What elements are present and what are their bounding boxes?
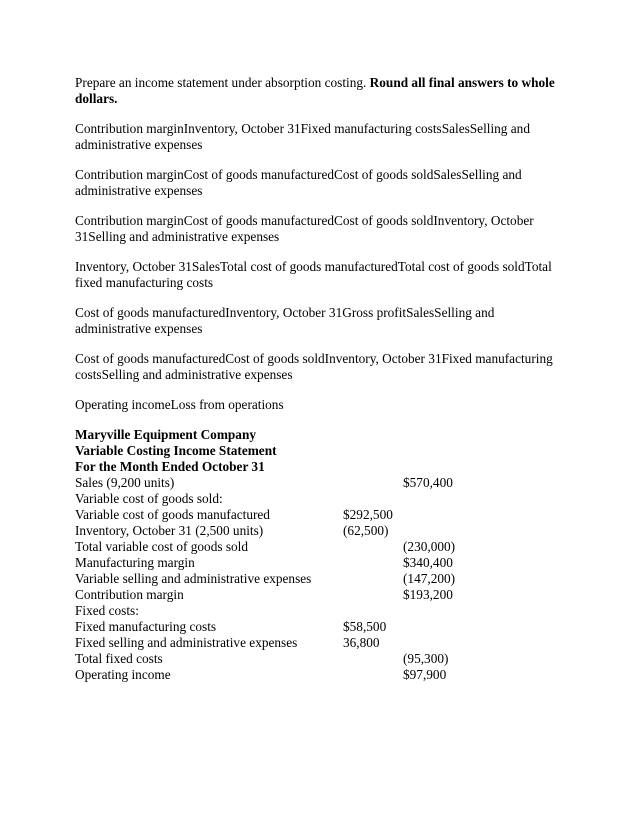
- option-line-7: Operating incomeLoss from operations: [75, 397, 284, 412]
- row-amount-inner: [343, 667, 403, 683]
- row-amount-inner: 36,800: [343, 635, 380, 650]
- statement-row: [75, 635, 565, 651]
- statement-row: [75, 587, 565, 603]
- option-line-5: Cost of goods manufacturedInventory, October 31Gross profitSalesSelling and administrative expenses: [75, 305, 495, 336]
- row-amount-inner: [343, 555, 403, 571]
- statement-row: [75, 667, 565, 683]
- income-statement: [75, 427, 565, 683]
- statement-row: [75, 555, 565, 571]
- row-label: Fixed manufacturing costs: [75, 619, 217, 634]
- row-amount-inner: [343, 587, 403, 603]
- row-label: Fixed costs:: [75, 603, 139, 618]
- row-label: Sales (9,200 units): [75, 475, 175, 490]
- row-amount-inner: [343, 651, 403, 667]
- row-amount-outer: $193,200: [403, 587, 453, 602]
- statement-row: [75, 523, 565, 539]
- row-amount-inner: [343, 491, 403, 507]
- row-amount-outer: [403, 619, 483, 635]
- row-amount-outer: [403, 635, 483, 651]
- statement-row: [75, 539, 565, 555]
- option-line-6: Cost of goods manufacturedCost of goods soldInventory, October 31Fixed manufacturing costsSelling and administrative expenses: [75, 351, 553, 382]
- row-amount-outer: $97,900: [403, 667, 447, 682]
- statement-row: [75, 491, 565, 507]
- row-label: Variable cost of goods manufactured: [75, 507, 270, 522]
- row-amount-outer: (230,000): [403, 539, 456, 554]
- instruction-bold-text: Round all final answers to whole dollars.: [75, 75, 555, 106]
- row-label: Variable selling and administrative expenses: [75, 571, 312, 586]
- row-label: Fixed selling and administrative expenses: [75, 635, 298, 650]
- row-amount-inner: [343, 571, 403, 587]
- row-label: Manufacturing margin: [75, 555, 195, 570]
- document-page: [75, 75, 565, 683]
- statement-row: [75, 619, 565, 635]
- row-amount-inner: [343, 603, 403, 619]
- row-amount-inner: [343, 475, 403, 491]
- statement-row: [75, 603, 565, 619]
- row-amount-outer: [403, 523, 483, 539]
- row-amount-inner: $58,500: [343, 619, 387, 634]
- statement-period: For the Month Ended October 31: [75, 459, 265, 474]
- row-amount-outer: [403, 507, 483, 523]
- option-line-2: Contribution marginCost of goods manufacturedCost of goods soldSalesSelling and administrative expenses: [75, 167, 522, 198]
- statement-title: Variable Costing Income Statement: [75, 443, 277, 458]
- row-label: Inventory, October 31 (2,500 units): [75, 523, 264, 538]
- instruction-paragraph: [75, 75, 565, 107]
- statement-row: [75, 651, 565, 667]
- statement-row: [75, 507, 565, 523]
- option-line-1: Contribution marginInventory, October 31Fixed manufacturing costsSalesSelling and administrative expenses: [75, 121, 530, 152]
- row-amount-outer: [403, 603, 483, 619]
- statement-row: [75, 571, 565, 587]
- row-amount-outer: [403, 491, 483, 507]
- option-line-3: Contribution marginCost of goods manufacturedCost of goods soldInventory, October 31Selling and administrative expenses: [75, 213, 534, 244]
- row-amount-outer: $570,400: [403, 475, 453, 490]
- row-label: Total variable cost of goods sold: [75, 539, 249, 554]
- option-line-4: Inventory, October 31SalesTotal cost of goods manufacturedTotal cost of goods soldTotal fixed manufacturing costs: [75, 259, 552, 290]
- row-amount-outer: $340,400: [403, 555, 453, 570]
- statement-company: Maryville Equipment Company: [75, 427, 256, 442]
- row-amount-inner: [343, 539, 403, 555]
- instruction-text: Prepare an income statement under absorption costing.: [75, 75, 370, 90]
- statement-row: [75, 475, 565, 491]
- row-label: Variable cost of goods sold:: [75, 491, 223, 506]
- row-label: Total fixed costs: [75, 651, 163, 666]
- row-amount-inner: (62,500): [343, 523, 389, 538]
- row-amount-outer: (95,300): [403, 651, 449, 666]
- row-label: Contribution margin: [75, 587, 184, 602]
- row-amount-inner: $292,500: [343, 507, 393, 522]
- row-amount-outer: (147,200): [403, 571, 456, 586]
- row-label: Operating income: [75, 667, 171, 682]
